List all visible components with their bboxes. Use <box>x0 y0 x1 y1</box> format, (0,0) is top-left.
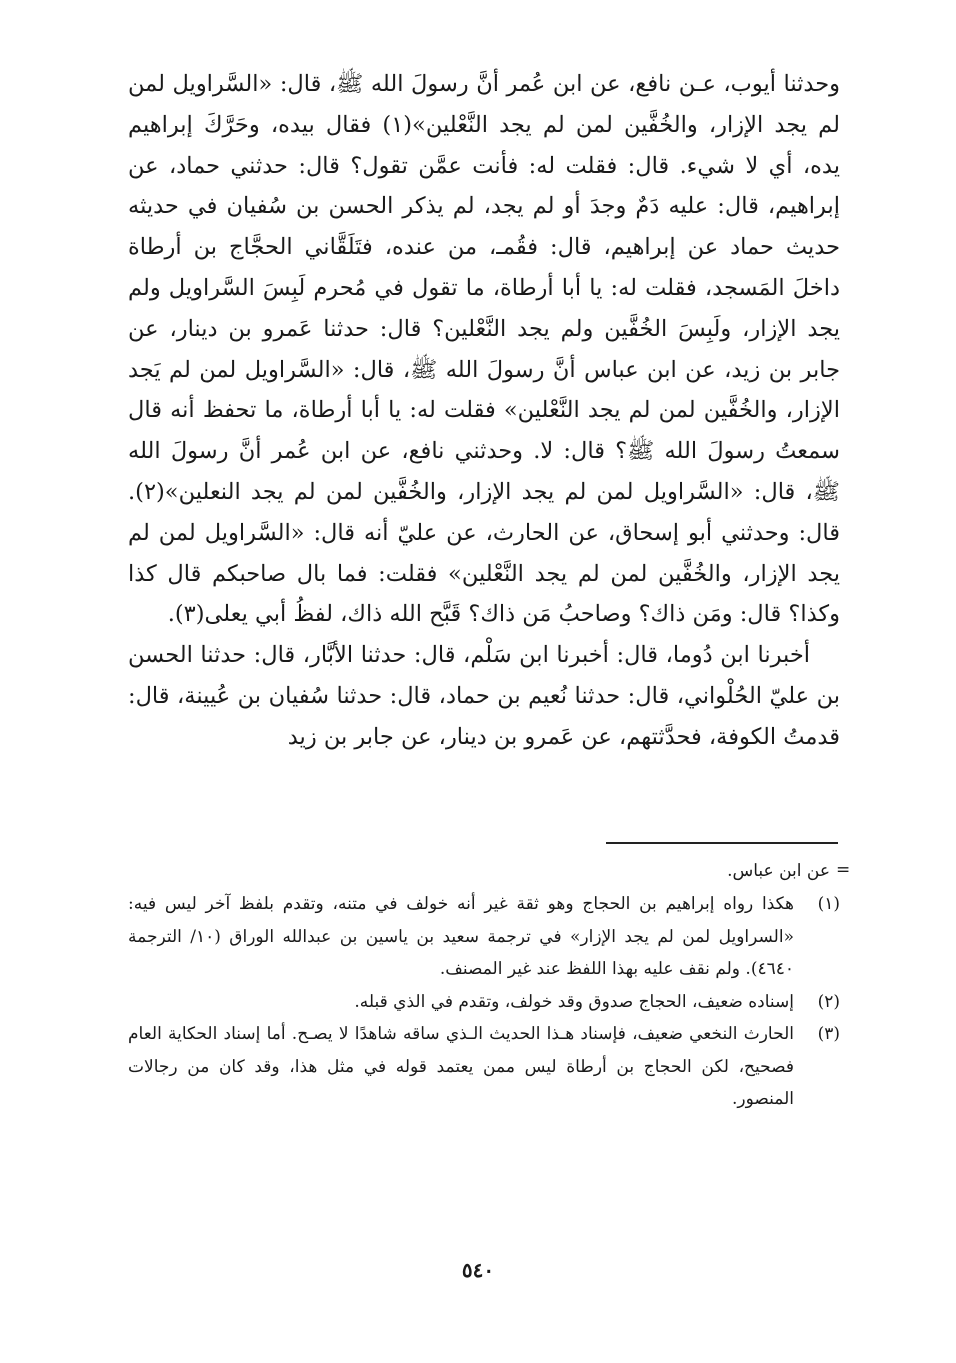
footnote <box>128 888 840 986</box>
footnote-separator <box>606 842 838 844</box>
footnote-text: الحارث النخعي ضعيف، فإسناد هـذا الحديث الـذي ساقه شاهدًا لا يصـح. أما إسناد الحكاية العام فصحيح، لكن الحجاج بن أرطاة ليس ممن يعتمد قوله في مثل هذا، وقد كان من رجالات المنصور. <box>128 1024 794 1109</box>
paragraph-2: أخبرنا ابن دُوما، قال: أخبرنا ابن سَلْم، قال: حدثنا الأبَّار، قال: حدثنا الحسن بن عليّ الحُلْواني، قال: حدثنا نُعيم بن حماد، قال: حدثنا سُفيان بن عُيينة، قال: قدمتُ الكوفة، فحدَّثتهم، عن عَمرو بن دينار، عن جابر بن زيد <box>128 642 840 750</box>
paragraph-1: وحدثنا أيوب، عـن نافع، عن ابن عُمر أنَّ رسولَ الله ﷺ، قال: «السَّراويل لمن لم يجد الإزار، والخُفَّين لمن لم يجد النَّعْلين»(١) فقال بيده، وحَرَّكَ إبراهيم يده، أي لا شيء. قال: فقلت له: فأنت عمَّن تقول؟ قال: حدثني حماد، عن إبراهيم، قال: عليه دَمٌ وجدَ أو لم يجد، لم يذكر الحسن بن سُفيان في حديثه حديث حماد عن إبراهيم، قال: فقُمـ، من عنده، فتَلَقَّاني الحجَّاج بن أرطاة داخلَ المَسجد، فقلت له: يا أبا أرطاة، ما تقول في مُحرم لَبِسَ السَّراويل ولم يجد الإزار، ولَبِسَ الخُفَّين ولم يجد النَّعْلين؟ قال: حدثنا عَمرو بن دينار، عن جابر بن زيد، عن ابن عباس أنَّ رسولَ الله ﷺ، قال: «السَّراويل لمن لم يَجد الإزار، والخُفَّين لمن لم يجد النَّعْلين» فقلت له: يا أبا أرطاة، ما تحفظ أنه قال سمعتُ رسولَ الله ﷺ؟ قال: لا. وحدثني نافع، عن ابن عُمر أنَّ رسولَ الله ﷺ، قال: «السَّراويل لمن لم يجد الإزار، والخُفَّين لمن لم يجد النعلين»(٢). قال: وحدثني أبو إسحاق، عن الحارث، عن عليّ أنه قال: «السَّراويل لمن لم يجد الإزار، والخُفَّين لمن لم يجد النَّعْلين» فقلت: فما بال صاحبكم قال كذا وكذا؟ قال: ومَن ذاك؟ وصاحبُ مَن ذاك؟ قَبَّح الله ذاك، لفظُ أبي يعلى(٣). <box>128 71 840 628</box>
footnote-number: (١) <box>817 894 840 914</box>
footnote-text: إسناده ضعيف، الحجاج صدوق وقد خولف، وتقدم في الذي قبله. <box>354 991 794 1012</box>
continuation-mark: = <box>836 860 851 880</box>
footnote-number: (٢) <box>817 991 840 1012</box>
footnotes <box>128 888 840 1116</box>
main-text <box>128 64 840 758</box>
page-number: ٥٤٠ <box>461 1258 495 1282</box>
footnote-number: (٣) <box>817 1024 840 1044</box>
footnote-text: هكذا رواه إبراهيم بن الحجاج وهو ثقة غير أنه خولف في متنه، وتقدم بلفظ آخر ليس فيه: «السراويل لمن لم يجد الإزار» في ترجمة سعيد بن ياسين بن عبدالله الوراق (١٠/ الترجمة ٤٦٤٠). ولم نقف عليه بهذا اللفظ عند غير المصنف. <box>128 894 794 979</box>
footnote <box>128 986 840 1019</box>
footnote <box>128 1018 840 1116</box>
footnote-continuation: عن ابن عباس. <box>727 861 830 881</box>
